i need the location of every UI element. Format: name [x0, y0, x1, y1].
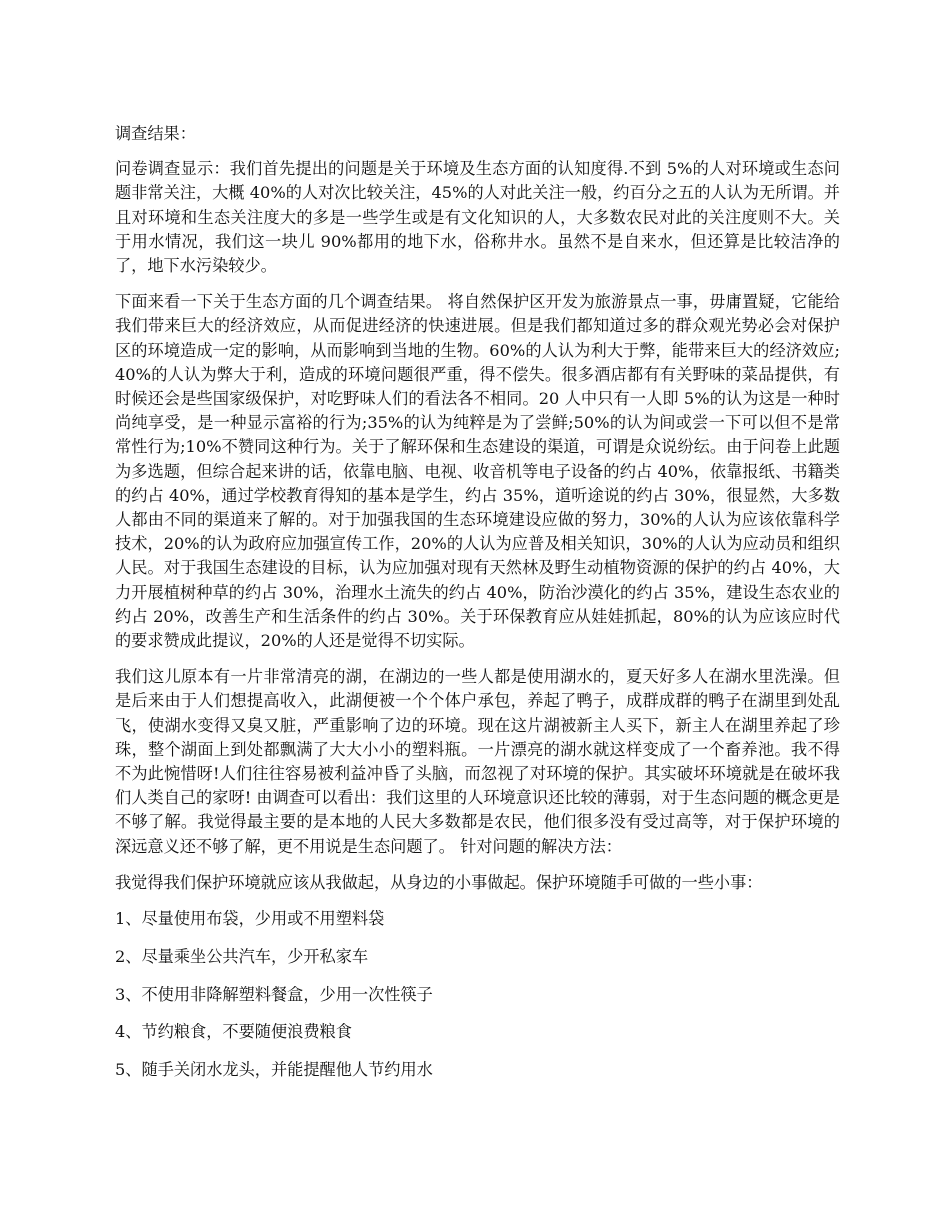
list-item: 3、不使用非降解塑料餐盒，少用一次性筷子 — [115, 984, 433, 1004]
paragraph-survey-results: 问卷调查显示：我们首先提出的问题是关于环境及生态方面的认知度得.不到 5%的人对环境或生态问题非常关注，大概 40%的人对次比较关注，45%的人对此关注一般，约百分之五的人认为无所谓。并且对环境和生态关注度大的多是一些学生或是有文化知识的人，大多数农民对此的关注度则不大。关于用水情况，我们这一块儿 90%都用的地下水，俗称井水。虽然不是自来水，但还算是比较洁净的了，地下水污染较少。 — [115, 159, 840, 276]
document-page — [115, 122, 840, 1096]
paragraph-ecology-results: 下面来看一下关于生态方面的几个调查结果。 将自然保护区开发为旅游景点一事，毋庸置疑，它能给我们带来巨大的经济效应，从而促进经济的快速进展。但是我们都知道过多的群众观光势必会对保护区的环境造成一定的影响，从而影响到当地的生物。60%的人认为利大于弊，能带来巨大的经济效应;40%的人认为弊大于利，造成的环境问题很严重，得不偿失。很多酒店都有有关野味的菜品提供，有时候还会是些国家级保护，对吃野味人们的看法各不相同。20 人中只有一人即 5%的认为这是一种时尚纯享受，是一种显示富裕的行为;35%的认为纯粹是为了尝鲜;50%的认为间或尝一下可以但不是常常性行为;10%不赞同这种行为。关于了解环保和生态建设的渠道，可谓是众说纷纭。由于问卷上此题为多选题，但综合起来讲的话，依靠电脑、电视、收音机等电子设备的约占 40%，依靠报纸、书籍类的约占 40%，通过学校教育得知的基本是学生，约占 35%，道听途说的约占 30%，很显然，大多数人都由不同的渠道来了解的。对于加强我国的生态环境建设应做的努力，30%的人认为应该依靠科学技术，20%的认为政府应加强宣传工作，20%的人认为应普及相关知识，30%的人认为应动员和组织人民。对于我国生态建设的目标，认为应加强对现有天然林及野生动植物资源的保护的约占 40%，大力开展植树种草的约占 30%，治理水土流失的约占 40%，防治沙漠化的约占 35%，建设生态农业的约占 20%，改善生产和生活条件的约占 30%。关于环保教育应从娃娃抓起，80%的认为应该应时代的要求赞成此提议，20%的人还是觉得不切实际。 — [115, 292, 840, 651]
list-item: 5、随手关闭水龙头，并能提醒他人节约用水 — [115, 1059, 433, 1079]
list-item: 4、节约粮食，不要随便浪费粮食 — [115, 1022, 352, 1042]
list-item: 1、尽量使用布袋，少用或不用塑料袋 — [115, 909, 385, 929]
section-heading: 调查结果： — [115, 124, 196, 143]
list-item: 2、尽量乘坐公共汽车，少开私家车 — [115, 946, 369, 966]
paragraph-lake-story: 我们这儿原本有一片非常清亮的湖，在湖边的一些人都是使用湖水的，夏天好多人在湖水里洗澡。但是后来由于人们想提高收入，此湖便被一个个体户承包，养起了鸭子，成群成群的鸭子在湖里到处乱飞，使湖水变得又臭又脏，严重影响了边的环境。现在这片湖被新主人买下，新主人在湖里养起了珍珠，整个湖面上到处都飘满了大大小小的塑料瓶。一片漂亮的湖水就这样变成了一个畜养池。我不得不为此惋惜呀!人们往往容易被利益冲昏了头脑，而忽视了对环境的保护。其实破坏环境就是在破坏我们人类自己的家呀! 由调查可以看出：我们这里的人环境意识还比较的薄弱，对于生态问题的概念更是不够了解。我觉得最主要的是本地的人民大多数都是农民，他们很多没有受过高等，对于保护环境的深远意义还不够了解，更不用说是生态问题了。 针对问题的解决方法： — [115, 667, 840, 856]
paragraph-solutions-intro: 我觉得我们保护环境就应该从我做起，从身边的小事做起。保护环境随手可做的一些小事： — [115, 872, 763, 892]
